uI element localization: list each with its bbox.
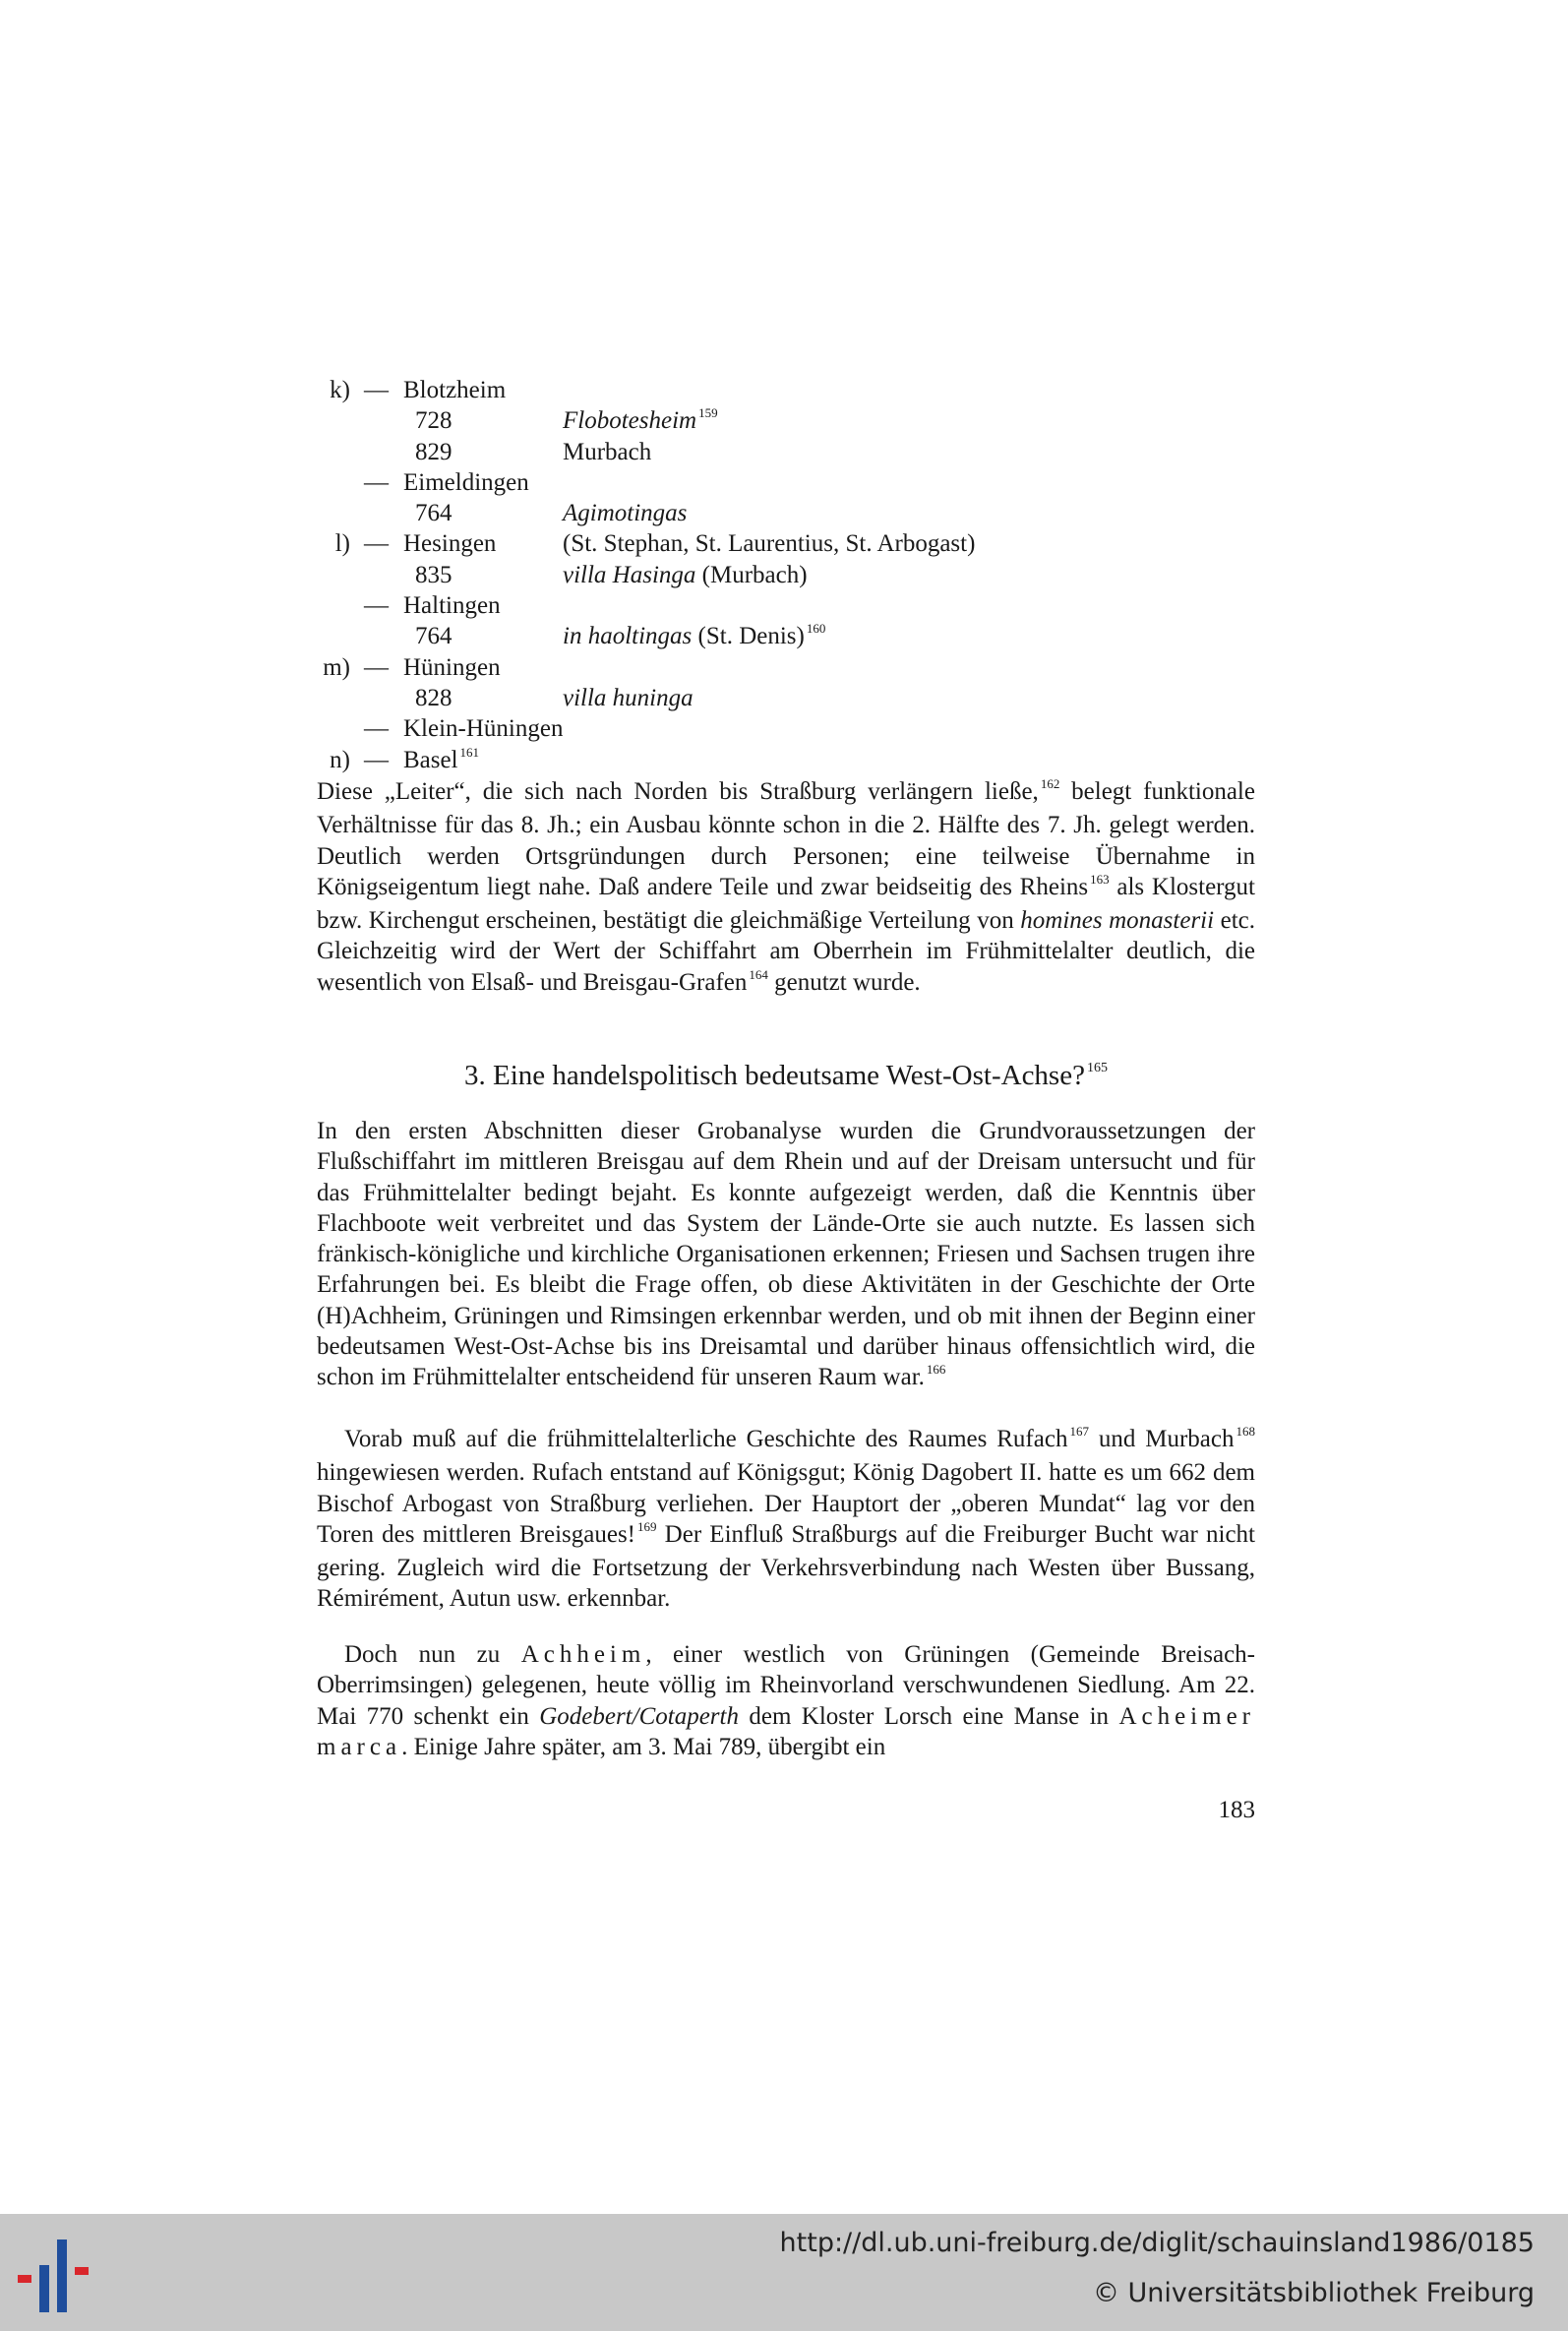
list-dash: — [364, 715, 389, 743]
record-description: (St. Stephan, St. Laurentius, St. Arbogast) [563, 530, 976, 558]
year: 728 [415, 407, 452, 435]
list-item [317, 683, 1261, 713]
year: 764 [415, 623, 452, 650]
list-dash: — [364, 530, 389, 558]
list-dash: — [364, 468, 389, 496]
list-item [317, 621, 1261, 651]
footnote-ref[interactable]: 159 [698, 405, 718, 421]
footnote-ref[interactable]: 160 [806, 621, 826, 637]
footer-bar [0, 2214, 1568, 2331]
place-list [317, 375, 1261, 775]
record-description: in haoltingas (St. Denis) $^{160}$ [563, 621, 826, 650]
list-item [317, 745, 1261, 775]
list-item [317, 713, 1261, 744]
paragraph-ladder: Diese „Leiter“, die sich nach Norden bis Straßburg verlängern ließe, $^{162}$ belegt funktionale Verhältnisse für das 8. Jh.; ein Ausbau könnte schon in die 2. Hälfte des 7. Jh. gelegt werden. Deutlich werden Ortsgründungen durch Personen; eine teilweise Übernahme in Königseigentum liegt nahe. Daß andere Teile und zwar beidseitig des Rheins $^{163}$ als Klostergut bzw. Kirchengut erscheinen, bestätigt die gleichmäßige Verteilung von homines monasterii etc. Gleichzeitig wird der Wert der Schiffahrt am Oberrhein im Frühmittelalter deutlich, die wesentlich von Elsaß- und Breisgau-Grafen $^{164}$ genutzt wurde. [317, 776, 1256, 996]
list-item [317, 528, 1261, 559]
place-name: Hesingen [403, 530, 497, 558]
year: 829 [415, 438, 452, 465]
place-with-ref [403, 745, 479, 778]
record-description: Agimotingas [563, 500, 688, 527]
place-name: Basel [403, 746, 458, 773]
year: 764 [415, 500, 452, 527]
place-name: Haltingen [403, 592, 501, 620]
list-label: n) [330, 746, 350, 773]
year: 828 [415, 684, 452, 711]
list-label: k) [330, 377, 350, 403]
list-item [317, 467, 1261, 498]
footnote-ref[interactable]: 169 [637, 1518, 657, 1534]
footnote-ref[interactable]: 163 [1090, 871, 1110, 887]
list-item [317, 405, 1261, 436]
library-logo-icon [14, 2236, 102, 2314]
page-number: 183 [1218, 1797, 1255, 1823]
place-name: Hüningen [403, 653, 501, 681]
record-description: villa Hasinga (Murbach) [563, 561, 808, 588]
list-item [317, 652, 1261, 683]
footnote-ref[interactable]: 167 [1069, 1424, 1089, 1439]
list-item [317, 498, 1261, 528]
record-description: Flobotesheim $^{159}$ [563, 405, 718, 435]
year: 835 [415, 561, 452, 588]
place-name: Eimeldingen [403, 468, 529, 496]
footnote-ref[interactable]: 166 [926, 1362, 946, 1378]
section-heading: 3. Eine handelspolitisch bedeutsame West-Ost-Achse? $^{165}$ [464, 1060, 1108, 1091]
list-item [317, 437, 1261, 467]
paragraph-intro: In den ersten Abschnitten dieser Grobanalyse wurden die Grundvoraussetzungen der Flußschiffahrt im mittleren Breisgau auf dem Rhein und auf der Dreisam untersucht und für das Frühmittelalter bedingt bejaht. Es konnte aufgezeigt werden, daß die Kenntnis über Flachboote weit verbreitet und das System der Lände-Orte sie auch nutzte. Es lassen sich fränkisch-königliche und kirchliche Organisationen erkennen; Friesen und Sachsen trugen ihre Erfahrungen bei. Es bleibt die Frage offen, ob diese Aktivitäten in der Geschichte der Orte (H)Achheim, Grüningen und Rimsingen erkennbar werden, und ob mit ihnen der Beginn einer bedeutsamen West-Ost-Achse bis ins Dreisamtal und darüber hinaus offensichtlich wird, die schon im Frühmittelalter entscheidend für unseren Raum war. $^{166}$ [317, 1118, 1255, 1391]
list-item [317, 560, 1261, 590]
footnote-ref[interactable]: 161 [459, 744, 480, 760]
place-name: Klein-Hüningen [403, 715, 564, 743]
list-dash: — [364, 746, 389, 773]
list-dash: — [364, 377, 389, 403]
footnote-ref[interactable]: 165 [1086, 1061, 1108, 1075]
list-item [317, 375, 1261, 405]
source-url-link[interactable]: http://dl.ub.uni-freiburg.de/diglit/schauinsland1986/0185 [779, 2228, 1535, 2258]
footnote-ref[interactable]: 162 [1040, 776, 1060, 791]
list-item [317, 590, 1261, 621]
footnote-ref[interactable]: 164 [749, 966, 768, 982]
paragraph-rufach: Vorab muß auf die frühmittelalterliche Geschichte des Raumes Rufach $^{167}$ und Murbach $^{168}$ hingewiesen werden. Rufach entstand auf Königsgut; König Dagobert II. hatte es um 662 dem Bischof Arbogast von Straßburg verliehen. Der Hauptort der „oberen Mundat“ lag vor den Toren des mittleren Breisgaues! $^{169}$ Der Einfluß Straßburgs auf die Freiburger Bucht war nicht gering. Zugleich wird die Fortsetzung der Verkehrsverbindung nach Westen über Bussang, Rémirément, Autun usw. erkennbar. [317, 1424, 1255, 1613]
record-description: villa huninga [563, 684, 694, 711]
record-description: Murbach [563, 438, 652, 465]
list-dash: — [364, 653, 389, 681]
footnote-ref[interactable]: 168 [1236, 1424, 1255, 1439]
list-dash: — [364, 592, 389, 620]
copyright-text: © Universitätsbibliothek Freiburg [1092, 2278, 1535, 2308]
paragraph-achheim: Doch nun zu Achheim, einer westlich von Grüningen (Gemeinde Breisach-Oberrimsingen) gelegenen, heute völlig im Rheinvorland verschwundenen Siedlung. Am 22. Mai 770 schenkt ein Godebert/Cotaperth dem Kloster Lorsch eine Manse in Acheimer marca. Einige Jahre später, am 3. Mai 789, übergibt ein [317, 1641, 1255, 1760]
list-label: m) [323, 653, 350, 681]
place-name: Blotzheim [403, 377, 507, 403]
list-label: l) [334, 530, 350, 558]
